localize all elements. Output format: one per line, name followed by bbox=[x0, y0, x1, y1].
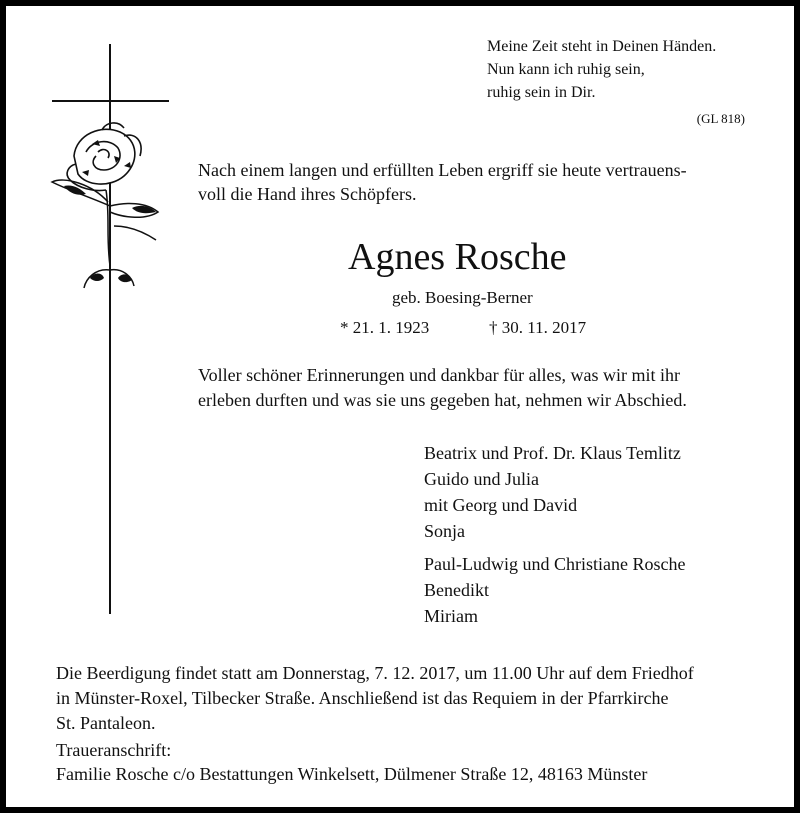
birth-date: * 21. 1. 1923 bbox=[340, 318, 430, 337]
intro-line-2: voll die Hand ihres Schöpfers. bbox=[198, 184, 417, 204]
family-member: mit Georg und David bbox=[424, 495, 578, 515]
funeral-line-3: St. Pantaleon. bbox=[56, 713, 156, 733]
family-member: Miriam bbox=[424, 606, 478, 626]
farewell-line-2: erleben durften und was sie uns gegeben hat, nehmen wir Abschied. bbox=[198, 390, 687, 410]
motto-reference: (GL 818) bbox=[696, 111, 745, 126]
deceased-name: Agnes Rosche bbox=[348, 236, 567, 278]
funeral-line-1: Die Beerdigung findet statt am Donnerstag, 7. 12. 2017, um 11.00 Uhr auf dem Friedhof bbox=[56, 663, 694, 683]
family-member: Guido und Julia bbox=[424, 469, 539, 489]
motto-line-2: Nun kann ich ruhig sein, bbox=[487, 61, 645, 78]
address-label: Traueranschrift: bbox=[56, 740, 172, 760]
family-member: Sonja bbox=[424, 521, 466, 541]
intro-line-1: Nach einem langen und erfüllten Leben ergriff sie heute vertrauens- bbox=[198, 160, 687, 180]
cross-with-rose-icon bbox=[6, 6, 206, 626]
motto-line-3: ruhig sein in Dir. bbox=[487, 84, 596, 101]
family-member: Benedikt bbox=[424, 580, 489, 600]
death-date: † 30. 11. 2017 bbox=[489, 318, 587, 337]
farewell-line-1: Voller schöner Erinnerungen und dankbar für alles, was wir mit ihr bbox=[198, 365, 681, 385]
funeral-line-2: in Münster-Roxel, Tilbecker Straße. Anschließend ist das Requiem in der Pfarrkirche bbox=[56, 688, 669, 708]
family-member: Paul-Ludwig und Christiane Rosche bbox=[424, 554, 686, 574]
address-value: Familie Rosche c/o Bestattungen Winkelsett, Dülmener Straße 12, 48163 Münster bbox=[56, 764, 648, 784]
motto-line-1: Meine Zeit steht in Deinen Händen. bbox=[487, 38, 717, 55]
birth-name: geb. Boesing-Berner bbox=[392, 288, 533, 307]
family-member: Beatrix und Prof. Dr. Klaus Temlitz bbox=[424, 443, 681, 463]
